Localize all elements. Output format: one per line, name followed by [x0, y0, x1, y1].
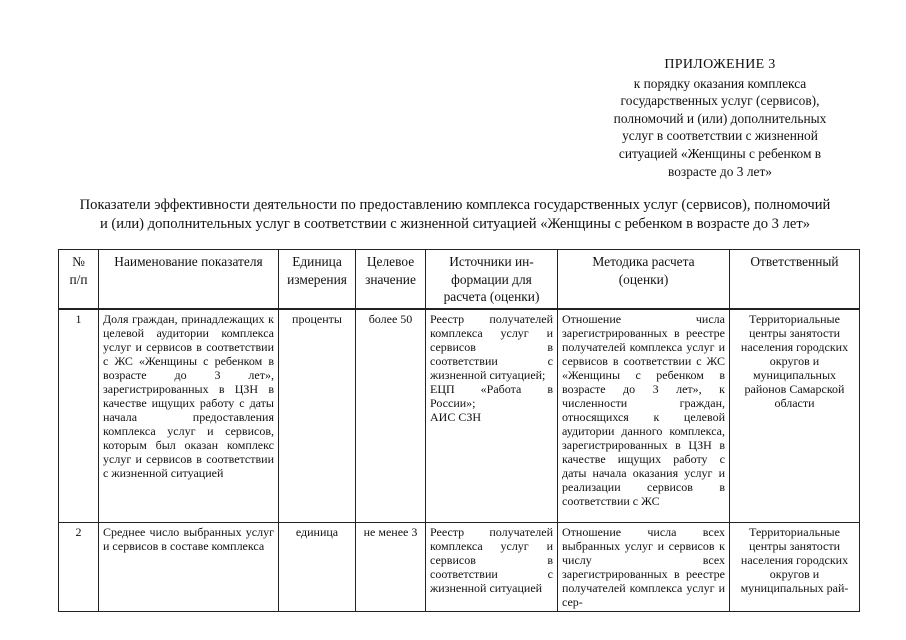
header-target-value: Целевое значение [356, 250, 426, 309]
indicator-name: Доля граждан, принадлежащих к целевой аудитории комплекса услуг и сервисов в соответствии с ЖС «Женщины с ребенком в возрасте до 3 лет», зарегистрированных в ЦЗН в качестве ищущих работу с даты начала предоставления комплекса услуг и сервисов, которым был оказан комплекс услуг и сервисов в соответствии с жизненной ситуацией [99, 309, 279, 523]
row-number: 1 [59, 309, 99, 523]
sources-cell: Реестр получателей комплекса услуг и сервисов в соответствии с жизненной ситуацией [426, 522, 558, 611]
table-header-row [59, 250, 860, 309]
appendix-line: к порядку оказания комплекса [633, 75, 807, 91]
appendix-line: государственных услуг (сервисов), [620, 93, 820, 109]
sources-cell: Реестр получателей комплекса услуг и сервисов в соответствии с жизненной ситуацией; ЕЦП «Работа в России»; АИС СЗН [426, 309, 558, 523]
responsible-cell: Территориальные центры занятости населения городских округов и муниципальных районов Самарской области [730, 309, 860, 523]
table-row [59, 522, 860, 611]
header-number: № п/п [59, 250, 99, 309]
header-unit: Единица измерения [279, 250, 356, 309]
header-indicator-name: Наименование показателя [99, 250, 279, 309]
appendix-line: ситуацией «Женщины с ребенком в [618, 145, 822, 161]
method-cell: Отношение числа всех выбранных услуг и сервисов к числу всех зарегистрированных в реестре получателей комплекса услуг и сер- [558, 522, 730, 611]
header-responsible: Ответственный [730, 250, 860, 309]
indicators-table [58, 249, 860, 612]
appendix-block [570, 56, 870, 180]
unit-cell: единица [279, 522, 356, 611]
row-number: 2 [59, 522, 99, 611]
indicator-name: Среднее число выбранных услуг и сервисов в составе комплекса [99, 522, 279, 611]
appendix-title: ПРИЛОЖЕНИЕ 3 [664, 57, 776, 72]
target-value: более 50 [356, 309, 426, 523]
heading-line-1: Показатели эффективности деятельности по предоставлению комплекса государственных услуг (сервисов), полномочий [79, 197, 831, 213]
heading-line-2: и (или) дополнительных услуг в соответствии с жизненной ситуацией «Женщины с ребенком в возрасте до 3 лет» [99, 216, 811, 232]
appendix-line: возрасте до 3 лет» [667, 163, 772, 179]
table-row [59, 309, 860, 523]
responsible-cell: Территориальные центры занятости населения городских округов и муниципальных рай- [730, 522, 860, 611]
appendix-line: полномочий и (или) дополнительных [613, 110, 827, 126]
appendix-line: услуг в соответствии с жизненной [622, 128, 818, 144]
header-sources: Источники ин- формации для расчета (оценки) [426, 250, 558, 309]
header-method: Методика расчета (оценки) [558, 250, 730, 309]
document-heading [40, 196, 870, 234]
unit-cell: проценты [279, 309, 356, 523]
target-value: не менее 3 [356, 522, 426, 611]
method-cell: Отношение числа зарегистрированных в реестре получателей комплекса услуг и сервисов в соответствии с ЖС «Женщины с ребенком в возрасте до 3 лет», к численности граждан, относящихся к целевой аудитории данного комплекса, зарегистрированных в ЦЗН в качестве ищущих работу с даты начала оказания услуг и реализации сервисов в соответствии с ЖС [558, 309, 730, 523]
